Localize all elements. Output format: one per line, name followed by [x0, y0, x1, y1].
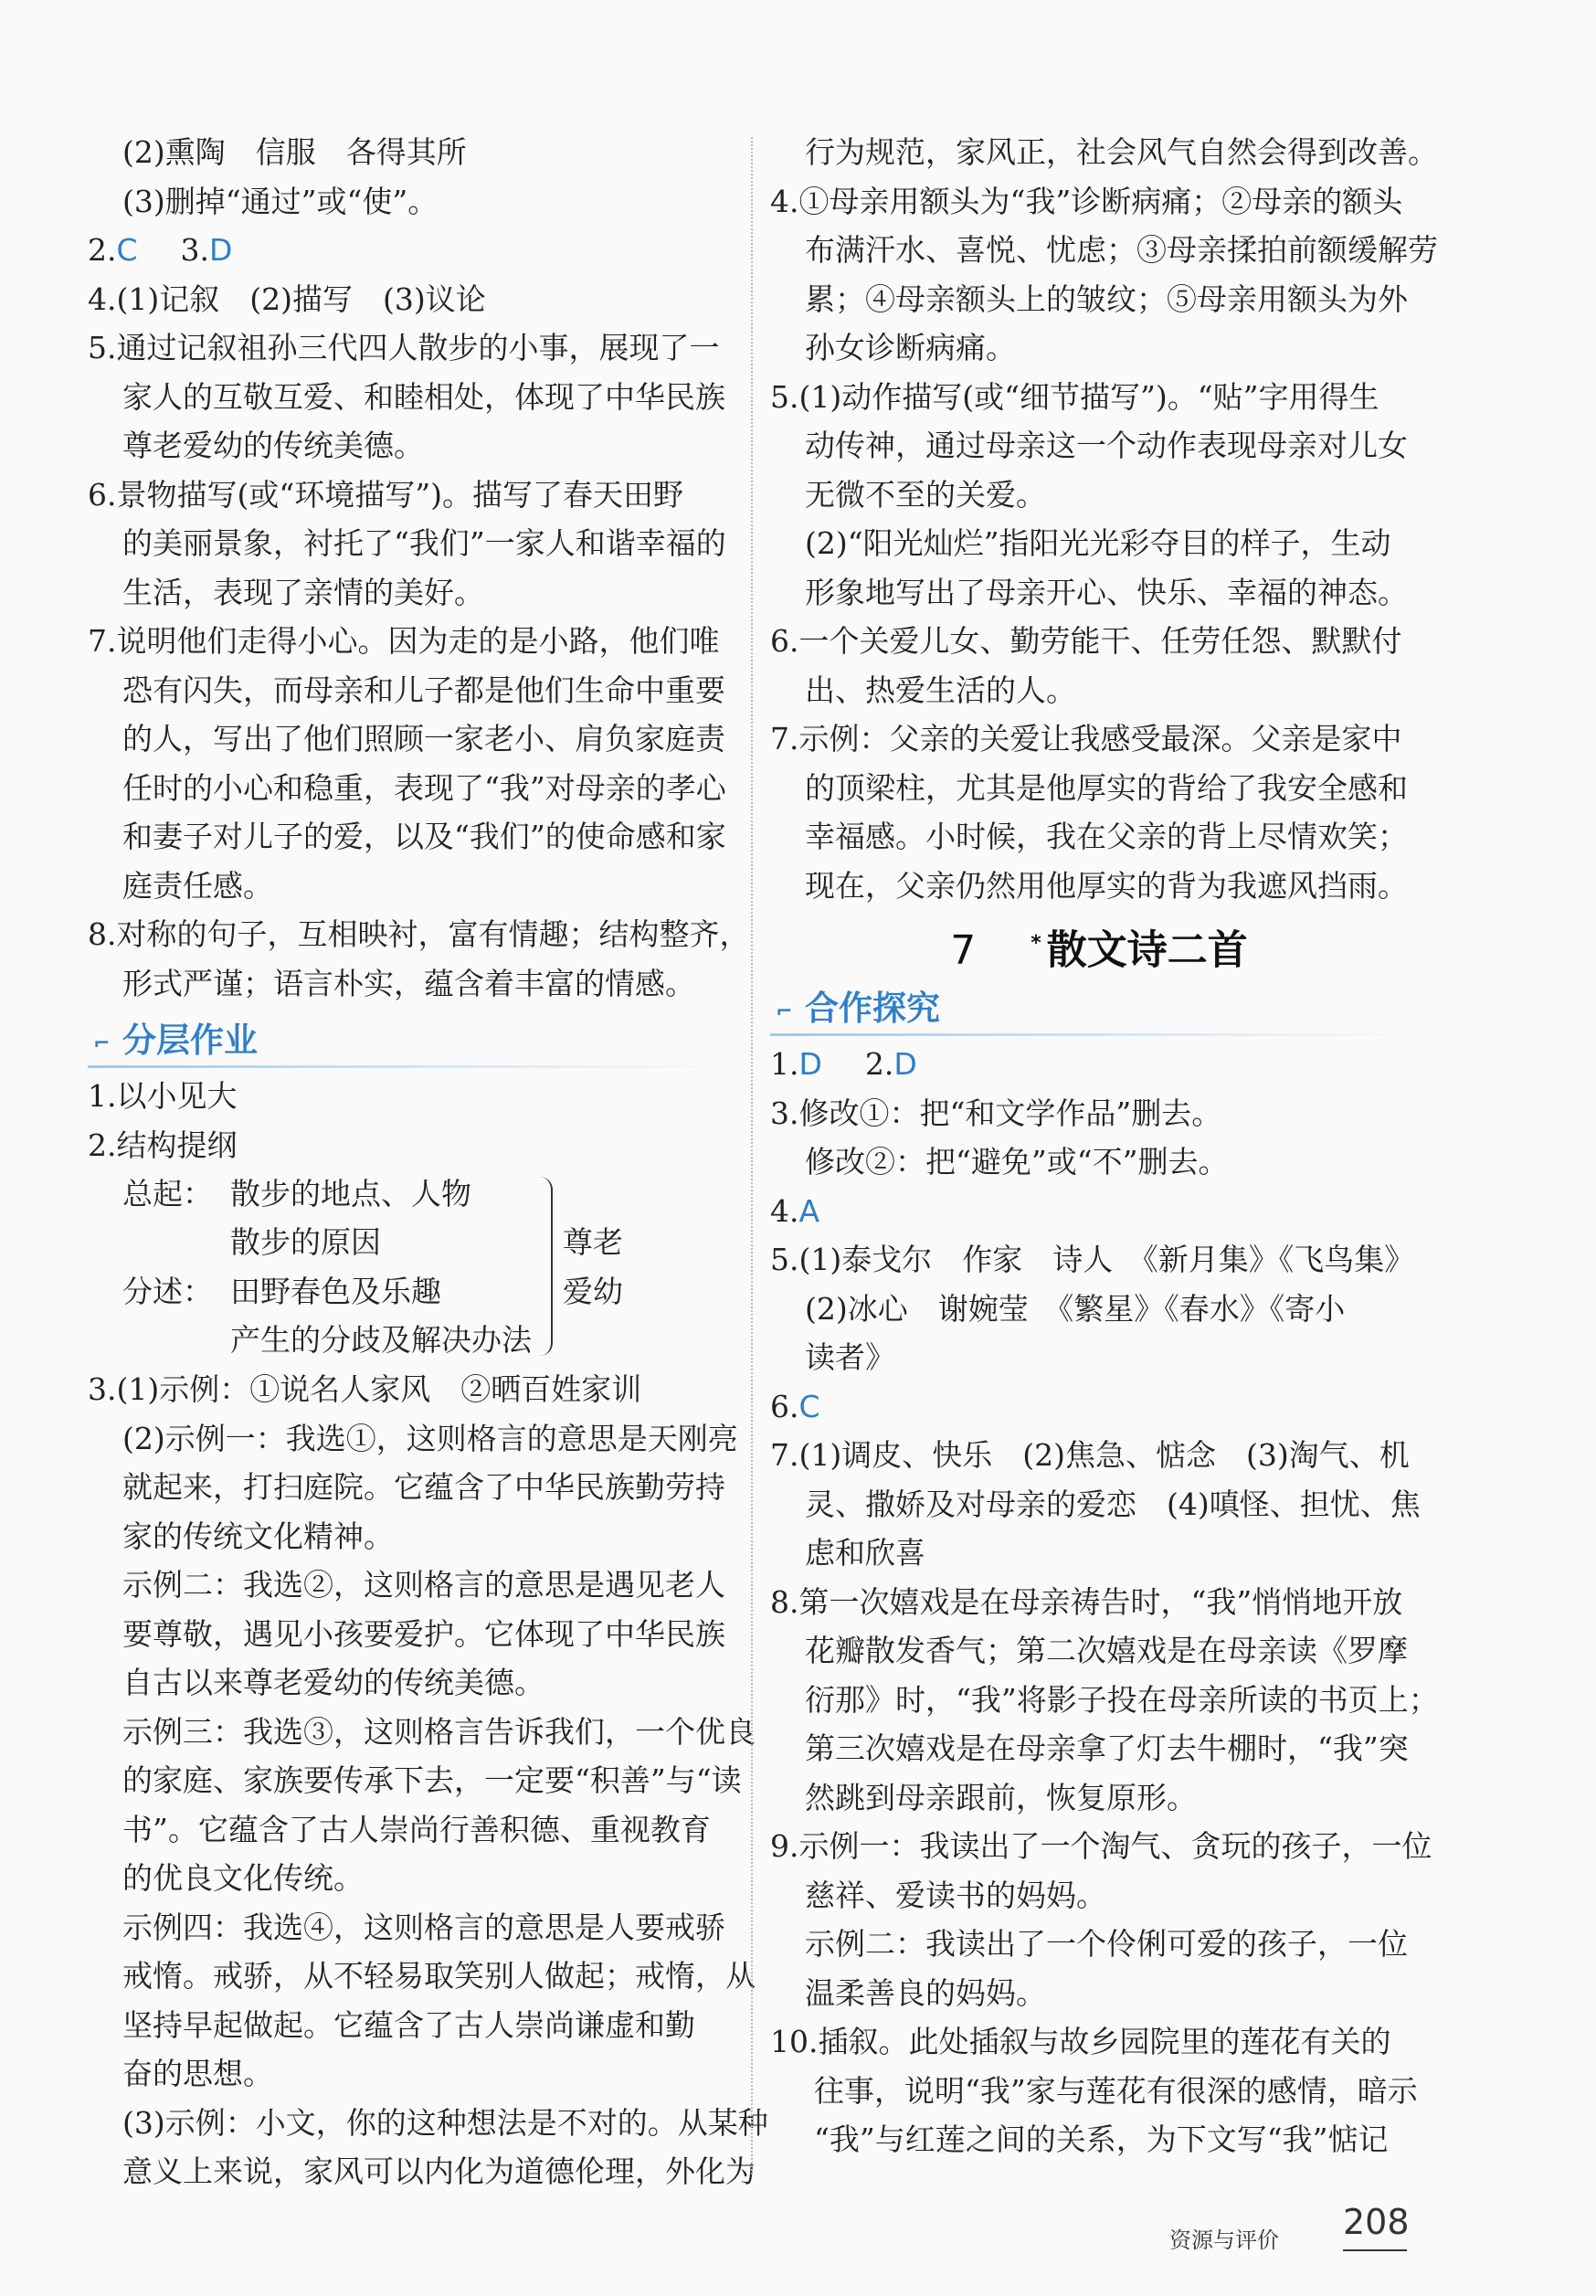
left-column: [88, 128, 768, 2196]
chapter-title: [770, 912, 1428, 976]
text-line: (2)“阳光灿烂”指阳光光彩夺目的样子，生动: [805, 525, 1391, 561]
text-line: 虑和欣喜: [805, 1535, 925, 1571]
text-line: 7.(1)调皮、快乐 (2)焦急、惦念 (3)淘气、机: [770, 1437, 1410, 1473]
text-line: 动传神，通过母亲这一个动作表现母亲对儿女: [805, 428, 1408, 463]
outline-item: 产生的分歧及解决办法: [230, 1322, 532, 1358]
section-underline: [88, 1065, 736, 1068]
text-line: 5.(1)动作描写(或“细节描写”)。“贴”字用得生: [770, 378, 1379, 415]
answer-choice: D: [798, 1046, 822, 1082]
outline-label: 总起：: [122, 1176, 213, 1211]
text-line: 衍那》时，“我”将影子投在母亲所读的书页上；: [805, 1681, 1439, 1718]
outline-item: 田野春色及乐趣: [230, 1274, 441, 1309]
answer-line-q4: [770, 1187, 1428, 1236]
text-line: 1.以小见大: [88, 1078, 238, 1114]
text-line: 然跳到母亲跟前，恢复原形。: [805, 1779, 1197, 1815]
text-line: 奋的思想。: [122, 2056, 273, 2091]
text-line: 第三次嬉戏是在母亲拿了灯去牛棚时，“我”突: [805, 1730, 1409, 1766]
answer-choice: C: [798, 1388, 820, 1424]
text-line: 2.结构提纲: [88, 1127, 238, 1163]
text-line: 和妻子对儿子的爱，以及“我们”的使命感和家: [122, 819, 726, 854]
chapter-name: 散文诗二首: [1046, 926, 1248, 974]
section-title: 分层作业: [122, 1021, 258, 1060]
answer-choice: A: [798, 1192, 820, 1229]
text-line: 形式严谨；语言朴实，蕴含着丰富的情感。: [122, 965, 695, 1001]
text-line: 幸福感。小时候，我在父亲的背上尽情欢笑；: [805, 819, 1408, 854]
answer-line-q1-q2: [770, 1040, 1428, 1089]
structure-outline: [88, 1169, 736, 1365]
answer-choice: C: [116, 232, 138, 268]
text-line: 示例四：我选④，这则格言的意思是人要戒骄: [122, 1909, 725, 1945]
text-line: 行为规范，家风正，社会风气自然会得到改善。: [805, 134, 1438, 170]
text-line: “我”与红莲之间的关系，为下文写“我”惦记: [814, 2121, 1389, 2157]
text-line: 就起来，打扫庭院。它蕴含了中华民族勤劳持: [122, 1469, 725, 1505]
footer-label: 资源与评价: [1169, 2227, 1279, 2253]
question-number: 2.: [864, 1046, 894, 1082]
bookmark-icon: ⌐: [776, 1000, 793, 1023]
text-line: 布满汗水、喜悦、忧虑；③母亲揉拍前额缓解劳: [805, 232, 1438, 268]
text-line: 尊老爱幼的传统美德。: [122, 428, 424, 463]
text-line: 7.说明他们走得小心。因为走的是小路，他们唯: [88, 623, 720, 659]
text-line: 修改②：把“避免”或“不”删去。: [805, 1144, 1229, 1180]
text-line: 家人的互敬互爱、和睦相处，体现了中华民族: [122, 378, 725, 415]
text-line: 生活，表现了亲情的美好。: [122, 574, 484, 610]
text-line: 孙女诊断病痛。: [805, 330, 1016, 365]
text-line: 书”。它蕴含了古人崇尚行善积德、重视教育: [122, 1811, 711, 1847]
text-line: 5.(1)泰戈尔 作家 诗人 《新月集》《飞鸟集》: [770, 1242, 1415, 1277]
text-line: 的家庭、家族要传承下去，一定要“积善”与“读: [122, 1762, 742, 1798]
text-line: 的美丽景象，衬托了“我们”一家人和谐幸福的: [122, 525, 726, 561]
text-line: 的优良文化传统。: [122, 1860, 364, 1896]
question-number: 4.: [770, 1192, 799, 1229]
answer-choice: D: [893, 1046, 917, 1082]
text-line: 的人，写出了他们照顾一家老小、肩负家庭责: [122, 721, 725, 757]
text-line: 无微不至的关爱。: [805, 476, 1046, 513]
column-divider: [751, 137, 753, 2174]
brace-icon: [538, 1177, 553, 1356]
text-line: 读者》: [805, 1339, 895, 1375]
question-number: 1.: [770, 1046, 799, 1082]
section-underline: [770, 1033, 1428, 1036]
text-line: 往事，说明“我”家与莲花有很深的感情，暗示: [814, 2072, 1418, 2109]
page-number: 208: [1343, 2202, 1410, 2242]
text-line: 6.一个关爱儿女、勤劳能干、任劳任怨、默默付: [770, 623, 1402, 659]
text-line: 任时的小心和稳重，表现了“我”对母亲的孝心: [122, 769, 726, 806]
text-line: 灵、撒娇及对母亲的爱恋 (4)嗔怪、担忧、焦: [805, 1486, 1421, 1522]
text-line: 恐有闪失，而母亲和儿子都是他们生命中重要: [122, 672, 725, 708]
outline-item: 散步的原因: [230, 1224, 381, 1260]
text-line: 示例二：我读出了一个伶俐可爱的孩子，一位: [805, 1926, 1408, 1962]
text-line: 3.(1)示例：①说名人家风 ②晒百姓家训: [88, 1371, 642, 1407]
text-line: (3)删掉“通过”或“使”。: [122, 183, 439, 219]
text-line: (3)示例：小文，你的这种想法是不对的。从某种: [122, 2104, 768, 2141]
text-line: 自古以来尊老爱幼的传统美德。: [122, 1665, 544, 1700]
text-line: 坚持早起做起。它蕴含了古人崇尚谦虚和勤: [122, 2006, 695, 2043]
text-line: 6.景物描写(或“环境描写”)。描写了春天田野: [88, 476, 683, 513]
text-line: 出、热爱生活的人。: [805, 672, 1076, 708]
outline-theme: 尊老: [563, 1224, 623, 1260]
outline-label: 分述：: [122, 1274, 213, 1309]
text-line: 3.修改①：把“和文学作品”删去。: [770, 1095, 1222, 1131]
text-line: 示例三：我选③，这则格言告诉我们，一个优良: [122, 1713, 756, 1750]
outline-item: 散步的地点、人物: [230, 1176, 471, 1211]
text-line: 4.①母亲用额头为“我”诊断病痛；②母亲的额头: [770, 183, 1403, 219]
text-line: 花瓣散发香气；第二次嬉戏是在母亲读《罗摩: [805, 1633, 1408, 1668]
text-line: 的顶梁柱，尤其是他厚实的背给了我安全感和: [805, 769, 1408, 806]
text-line: (2)冰心 谢婉莹 《繁星》《春水》《寄小: [805, 1290, 1346, 1327]
text-line: 戒惰。戒骄，从不轻易取笑别人做起；戒惰，从: [122, 1958, 756, 1994]
text-line: 慈祥、爱读书的妈妈。: [805, 1877, 1106, 1913]
answer-choice: D: [209, 232, 233, 268]
text-line: 家的传统文化精神。: [122, 1518, 394, 1554]
text-line: 8.对称的句子，互相映衬，富有情趣；结构整齐，: [88, 916, 750, 952]
text-line: 温柔善良的妈妈。: [805, 1974, 1046, 2011]
text-line: 示例二：我选②，这则格言的意思是遇见老人: [122, 1567, 725, 1603]
page-number-underline: [1343, 2249, 1407, 2251]
question-number: 6.: [770, 1388, 799, 1424]
outline-theme: 爱幼: [563, 1274, 623, 1309]
section-heading: [88, 1013, 736, 1068]
text-line: 5.通过记叙祖孙三代四人散步的小事，展现了一: [88, 330, 720, 365]
question-number: 2.: [88, 232, 117, 268]
chapter-number: 7: [950, 926, 977, 974]
text-line: 4.(1)记叙 (2)描写 (3)议论: [88, 280, 486, 317]
question-number: 3.: [180, 232, 210, 268]
text-line: 累；④母亲额头上的皱纹；⑤母亲用额头为外: [805, 280, 1408, 317]
text-line: 9.示例一：我读出了一个淘气、贪玩的孩子，一位: [770, 1828, 1432, 1864]
chapter-star: *: [1031, 932, 1041, 955]
text-line: 现在，父亲仍然用他厚实的背为我遮风挡雨。: [805, 867, 1408, 904]
answer-line-q2-q3: [88, 226, 736, 275]
section-title: 合作探究: [805, 989, 940, 1028]
text-line: 8.第一次嬉戏是在母亲祷告时，“我”悄悄地开放: [770, 1583, 1403, 1620]
right-column: [770, 128, 1439, 2164]
text-line: 形象地写出了母亲开心、快乐、幸福的神态。: [805, 574, 1408, 610]
text-line: 庭责任感。: [122, 867, 273, 904]
text-line: (2)示例一：我选①，这则格言的意思是天刚亮: [122, 1420, 738, 1456]
text-line: (2)熏陶 信服 各得其所: [122, 134, 467, 170]
text-line: 10.插叙。此处插叙与故乡园院里的莲花有关的: [770, 2024, 1391, 2059]
text-line: 要尊敬，遇见小孩要爱护。它体现了中华民族: [122, 1615, 725, 1652]
section-heading: [770, 981, 1428, 1036]
answer-line-q6: [770, 1382, 1428, 1432]
text-line: 意义上来说，家风可以内化为道德伦理，外化为: [122, 2153, 756, 2189]
bookmark-icon: ⌐: [93, 1032, 111, 1055]
text-line: 7.示例：父亲的关爱让我感受最深。父亲是家中: [770, 721, 1402, 757]
